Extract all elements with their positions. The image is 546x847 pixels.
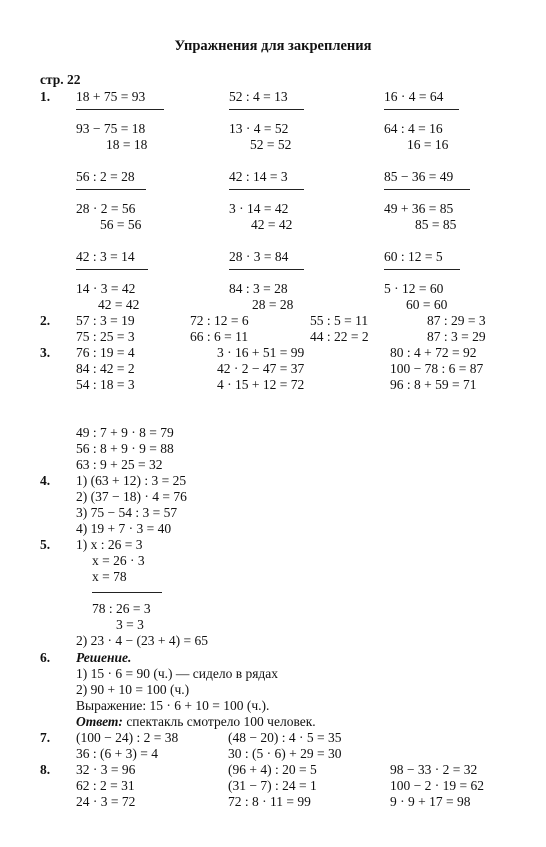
equation: 54 : 18 = 3 bbox=[76, 377, 135, 392]
equation: 28 = 28 bbox=[252, 297, 294, 312]
equation: 32 · 3 = 96 bbox=[76, 762, 136, 777]
divider-line bbox=[76, 109, 164, 110]
exercise-number: 1. bbox=[40, 89, 51, 104]
equation: 16 = 16 bbox=[407, 137, 449, 152]
equation: 56 : 2 = 28 bbox=[76, 169, 135, 184]
page-title: Упражнения для закрепления bbox=[174, 38, 372, 54]
divider-line bbox=[229, 109, 304, 110]
equation: 13 · 4 = 52 bbox=[229, 121, 289, 136]
equation: 78 : 26 = 3 bbox=[92, 601, 151, 616]
equation: 93 − 75 = 18 bbox=[76, 121, 146, 136]
equation: 66 : 6 = 11 bbox=[190, 329, 249, 344]
equation: 1) (63 + 12) : 3 = 25 bbox=[76, 473, 187, 488]
exercise-number: 7. bbox=[40, 730, 51, 745]
equation: 100 − 2 · 19 = 62 bbox=[390, 778, 484, 793]
equation: 3 = 3 bbox=[116, 617, 144, 632]
solution-label: Решение. bbox=[76, 650, 132, 665]
divider-line bbox=[229, 189, 304, 190]
answer-label: Ответ: bbox=[76, 714, 123, 729]
equation: 42 = 42 bbox=[251, 217, 293, 232]
divider-line bbox=[229, 269, 304, 270]
divider-line bbox=[76, 189, 146, 190]
equation: 3 · 14 = 42 bbox=[229, 201, 289, 216]
equation: 72 : 8 · 11 = 99 bbox=[228, 794, 311, 809]
equation: 98 − 33 · 2 = 32 bbox=[390, 762, 478, 777]
equation: 55 : 5 = 11 bbox=[310, 313, 369, 328]
equation: 18 + 75 = 93 bbox=[76, 89, 146, 104]
solution-step: 2) 90 + 10 = 100 (ч.) bbox=[76, 682, 190, 697]
equation: 49 + 36 = 85 bbox=[384, 201, 454, 216]
equation: 60 = 60 bbox=[406, 297, 448, 312]
exercise-number: 2. bbox=[40, 313, 51, 328]
equation: 28 · 3 = 84 bbox=[229, 249, 289, 264]
solution-step: 1) 15 · 6 = 90 (ч.) — сидело в рядах bbox=[76, 666, 279, 681]
equation: 4) 19 + 7 · 3 = 40 bbox=[76, 521, 172, 536]
divider-line bbox=[384, 109, 459, 110]
exercise-number: 6. bbox=[40, 650, 51, 665]
exercise-number: 5. bbox=[40, 537, 51, 552]
equation: 85 − 36 = 49 bbox=[384, 169, 454, 184]
answer-line bbox=[76, 714, 316, 730]
equation: 2) 23 · 4 − (23 + 4) = 65 bbox=[76, 633, 208, 648]
equation: 14 · 3 = 42 bbox=[76, 281, 136, 296]
answer-text: спектакль смотрело 100 человек. bbox=[126, 714, 316, 729]
equation: 52 = 52 bbox=[250, 137, 292, 152]
equation: (96 + 4) : 20 = 5 bbox=[228, 762, 317, 777]
equation: 56 : 8 + 9 · 9 = 88 bbox=[76, 441, 174, 456]
equation: (48 − 20) : 4 · 5 = 35 bbox=[228, 730, 342, 745]
equation: 49 : 7 + 9 · 8 = 79 bbox=[76, 425, 174, 440]
equation: 100 − 78 : 6 = 87 bbox=[390, 361, 484, 376]
equation: 42 : 14 = 3 bbox=[229, 169, 288, 184]
divider-line bbox=[76, 269, 148, 270]
equation: 9 · 9 + 17 = 98 bbox=[390, 794, 471, 809]
equation: 36 : (6 + 3) = 4 bbox=[76, 746, 158, 761]
equation: (31 − 7) : 24 = 1 bbox=[228, 778, 317, 793]
equation: 2) (37 − 18) · 4 = 76 bbox=[76, 489, 187, 504]
equation: 84 : 42 = 2 bbox=[76, 361, 135, 376]
equation: 3) 75 − 54 : 3 = 57 bbox=[76, 505, 178, 520]
equation: 1) x : 26 = 3 bbox=[76, 537, 143, 552]
equation: 4 · 15 + 12 = 72 bbox=[217, 377, 305, 392]
divider-line bbox=[92, 592, 162, 593]
divider-line bbox=[384, 269, 460, 270]
equation: 84 : 3 = 28 bbox=[229, 281, 288, 296]
equation: 44 : 22 = 2 bbox=[310, 329, 369, 344]
equation: 87 : 3 = 29 bbox=[427, 329, 486, 344]
equation: 87 : 29 = 3 bbox=[427, 313, 486, 328]
equation: 24 · 3 = 72 bbox=[76, 794, 136, 809]
equation: 76 : 19 = 4 bbox=[76, 345, 135, 360]
equation: 30 : (5 · 6) + 29 = 30 bbox=[228, 746, 342, 761]
equation: 42 · 2 − 47 = 37 bbox=[217, 361, 305, 376]
equation: 62 : 2 = 31 bbox=[76, 778, 135, 793]
equation: 52 : 4 = 13 bbox=[229, 89, 288, 104]
equation: 85 = 85 bbox=[415, 217, 457, 232]
equation: 63 : 9 + 25 = 32 bbox=[76, 457, 163, 472]
equation: 42 = 42 bbox=[98, 297, 140, 312]
equation: 64 : 4 = 16 bbox=[384, 121, 443, 136]
equation: x = 78 bbox=[92, 569, 127, 584]
exercise-number: 4. bbox=[40, 473, 51, 488]
equation: 75 : 25 = 3 bbox=[76, 329, 135, 344]
equation: 57 : 3 = 19 bbox=[76, 313, 135, 328]
equation: 18 = 18 bbox=[106, 137, 148, 152]
equation: 72 : 12 = 6 bbox=[190, 313, 249, 328]
equation: (100 − 24) : 2 = 38 bbox=[76, 730, 179, 745]
equation: 28 · 2 = 56 bbox=[76, 201, 136, 216]
equation: 3 · 16 + 51 = 99 bbox=[217, 345, 305, 360]
exercise-number: 3. bbox=[40, 345, 51, 360]
divider-line bbox=[384, 189, 470, 190]
equation: 42 : 3 = 14 bbox=[76, 249, 135, 264]
equation: 5 · 12 = 60 bbox=[384, 281, 444, 296]
expression-line: Выражение: 15 · 6 + 10 = 100 (ч.). bbox=[76, 698, 270, 713]
equation: 56 = 56 bbox=[100, 217, 142, 232]
equation: 96 : 8 + 59 = 71 bbox=[390, 377, 477, 392]
equation: 80 : 4 + 72 = 92 bbox=[390, 345, 477, 360]
page-reference: стр. 22 bbox=[40, 72, 81, 87]
exercise-number: 8. bbox=[40, 762, 51, 777]
equation: 16 · 4 = 64 bbox=[384, 89, 444, 104]
equation: 60 : 12 = 5 bbox=[384, 249, 443, 264]
equation: x = 26 · 3 bbox=[92, 553, 145, 568]
